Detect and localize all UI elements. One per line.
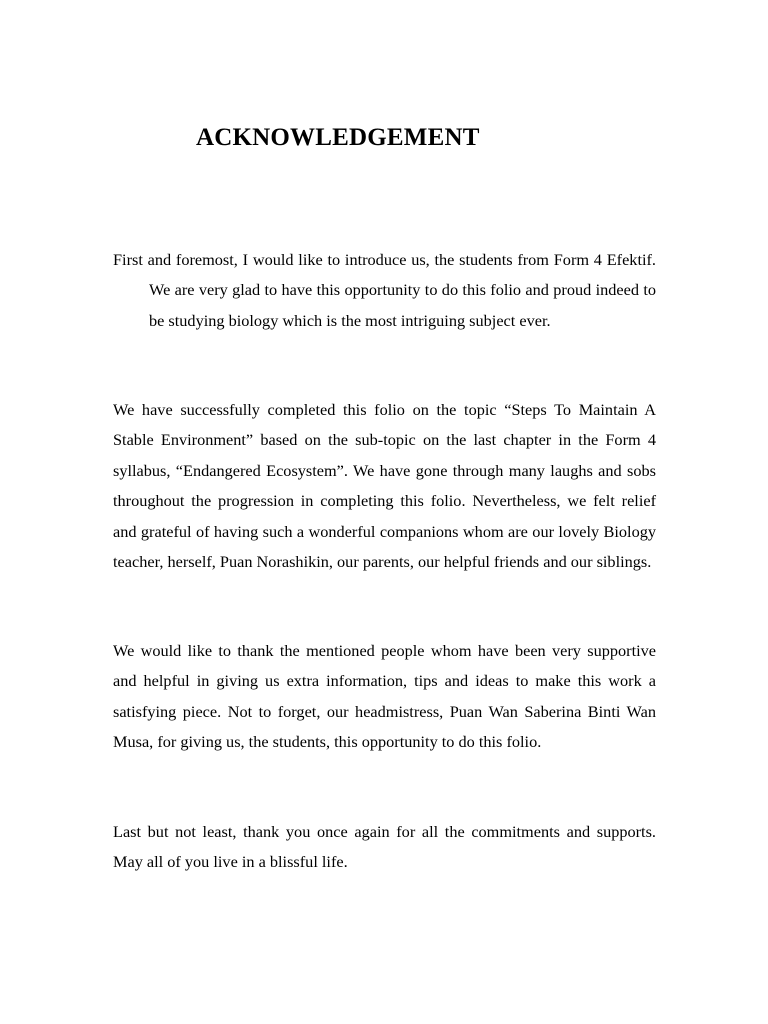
paragraph-closing: Last but not least, thank you once again for all the commitments and supports. May all of you live in a blissful life. xyxy=(113,822,656,872)
paragraph-folio-topic: We have successfully completed this folio on the topic “Steps To Maintain A Stable Environment” based on the sub-topic on the last chapter in the Form 4 syllabus, “Endangered Ecosystem”. We have gone through many laughs and sobs throughout the progression in completing this folio. Nevertheless, we felt relief and grateful of having such a wonderful companions whom are our lovely Biology teacher, herself, Puan Norashikin, our parents, our helpful friends and our siblings. xyxy=(113,400,656,572)
page-title: ACKNOWLEDGEMENT xyxy=(196,124,480,151)
paragraph-thanks: We would like to thank the mentioned people whom have been very supportive and helpful in giving us extra information, tips and ideas to make this work a satisfying piece. Not to forget, our headmistress, Puan Wan Saberina Binti Wan Musa, for giving us, the students, this opportunity to do this folio. xyxy=(113,641,656,752)
paragraph-introduction: First and foremost, I would like to introduce us, the students from Form 4 Efektif. We are very glad to have this opportunity to do this folio and proud indeed to be studying biology which is the most intriguing subject ever. xyxy=(113,250,656,330)
